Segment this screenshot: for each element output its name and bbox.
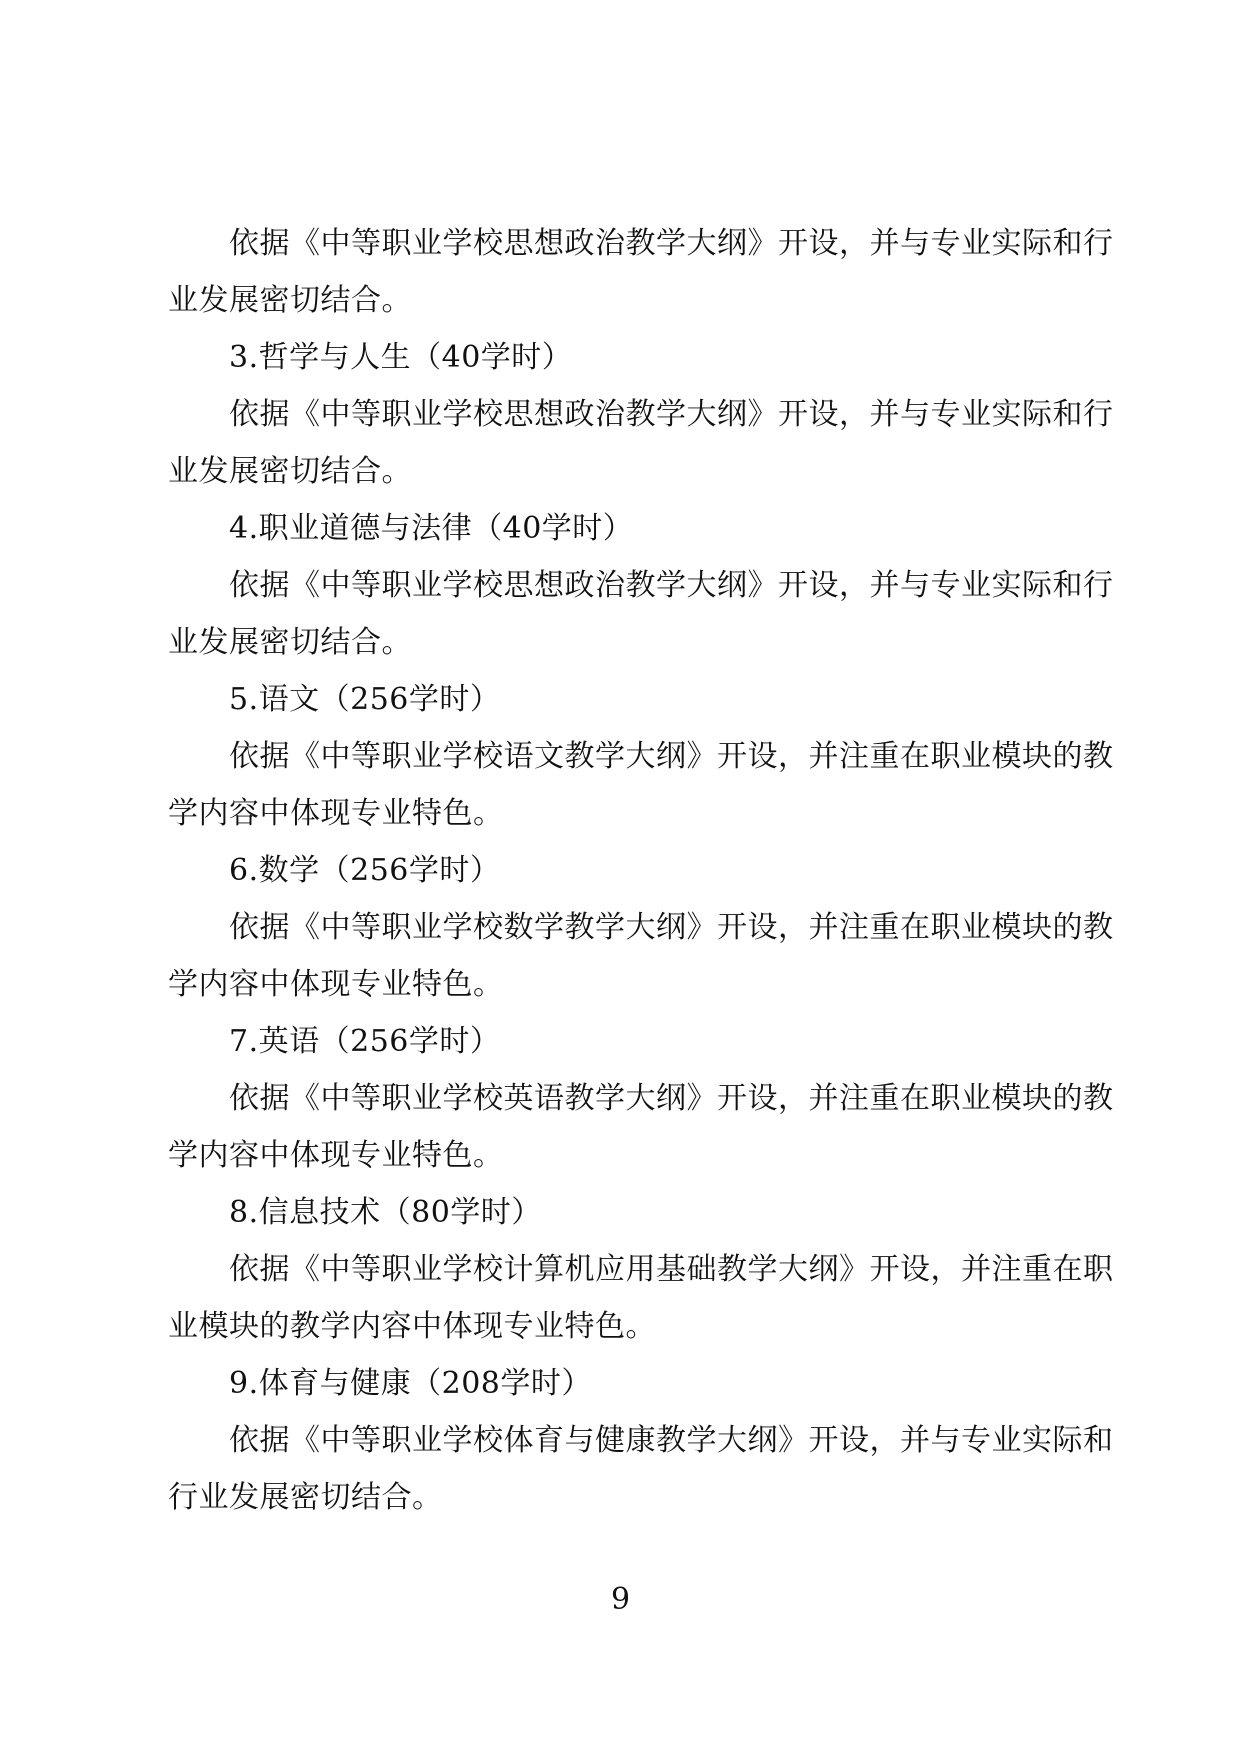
text-line: 业发展密切结合。 bbox=[168, 625, 412, 660]
text-line: 学内容中体现专业特色。 bbox=[168, 1138, 504, 1173]
text-line: 依据《中等职业学校思想政治教学大纲》开设，并与专业实际和行 bbox=[229, 397, 1114, 432]
text-line: 行业发展密切结合。 bbox=[168, 1480, 443, 1515]
text-line: 业发展密切结合。 bbox=[168, 454, 412, 489]
text-line: 依据《中等职业学校英语教学大纲》开设，并注重在职业模块的教 bbox=[229, 1081, 1114, 1116]
section-heading: 3.哲学与人生（40学时） bbox=[229, 340, 573, 375]
text-line: 依据《中等职业学校思想政治教学大纲》开设，并与专业实际和行 bbox=[229, 226, 1114, 261]
text-line: 依据《中等职业学校思想政治教学大纲》开设，并与专业实际和行 bbox=[229, 568, 1114, 603]
text-line: 学内容中体现专业特色。 bbox=[168, 967, 504, 1002]
section-heading: 5.语文（256学时） bbox=[229, 682, 501, 717]
text-line: 依据《中等职业学校计算机应用基础教学大纲》开设，并注重在职 bbox=[229, 1252, 1114, 1287]
section-heading: 7.英语（256学时） bbox=[229, 1024, 501, 1059]
body-text bbox=[168, 215, 1114, 1526]
section-heading: 4.职业道德与法律（40学时） bbox=[229, 511, 634, 546]
section-heading: 6.数学（256学时） bbox=[229, 853, 501, 888]
section-heading: 9.体育与健康（208学时） bbox=[229, 1366, 592, 1401]
page-number: 9 bbox=[610, 1582, 631, 1617]
text-line: 业模块的教学内容中体现专业特色。 bbox=[168, 1309, 656, 1344]
text-line: 依据《中等职业学校数学教学大纲》开设，并注重在职业模块的教 bbox=[229, 910, 1114, 945]
text-line: 依据《中等职业学校体育与健康教学大纲》开设，并与专业实际和 bbox=[229, 1423, 1114, 1458]
text-line: 依据《中等职业学校语文教学大纲》开设，并注重在职业模块的教 bbox=[229, 739, 1114, 774]
text-line: 业发展密切结合。 bbox=[168, 283, 412, 318]
text-line: 学内容中体现专业特色。 bbox=[168, 796, 504, 831]
section-heading: 8.信息技术（80学时） bbox=[229, 1195, 542, 1230]
